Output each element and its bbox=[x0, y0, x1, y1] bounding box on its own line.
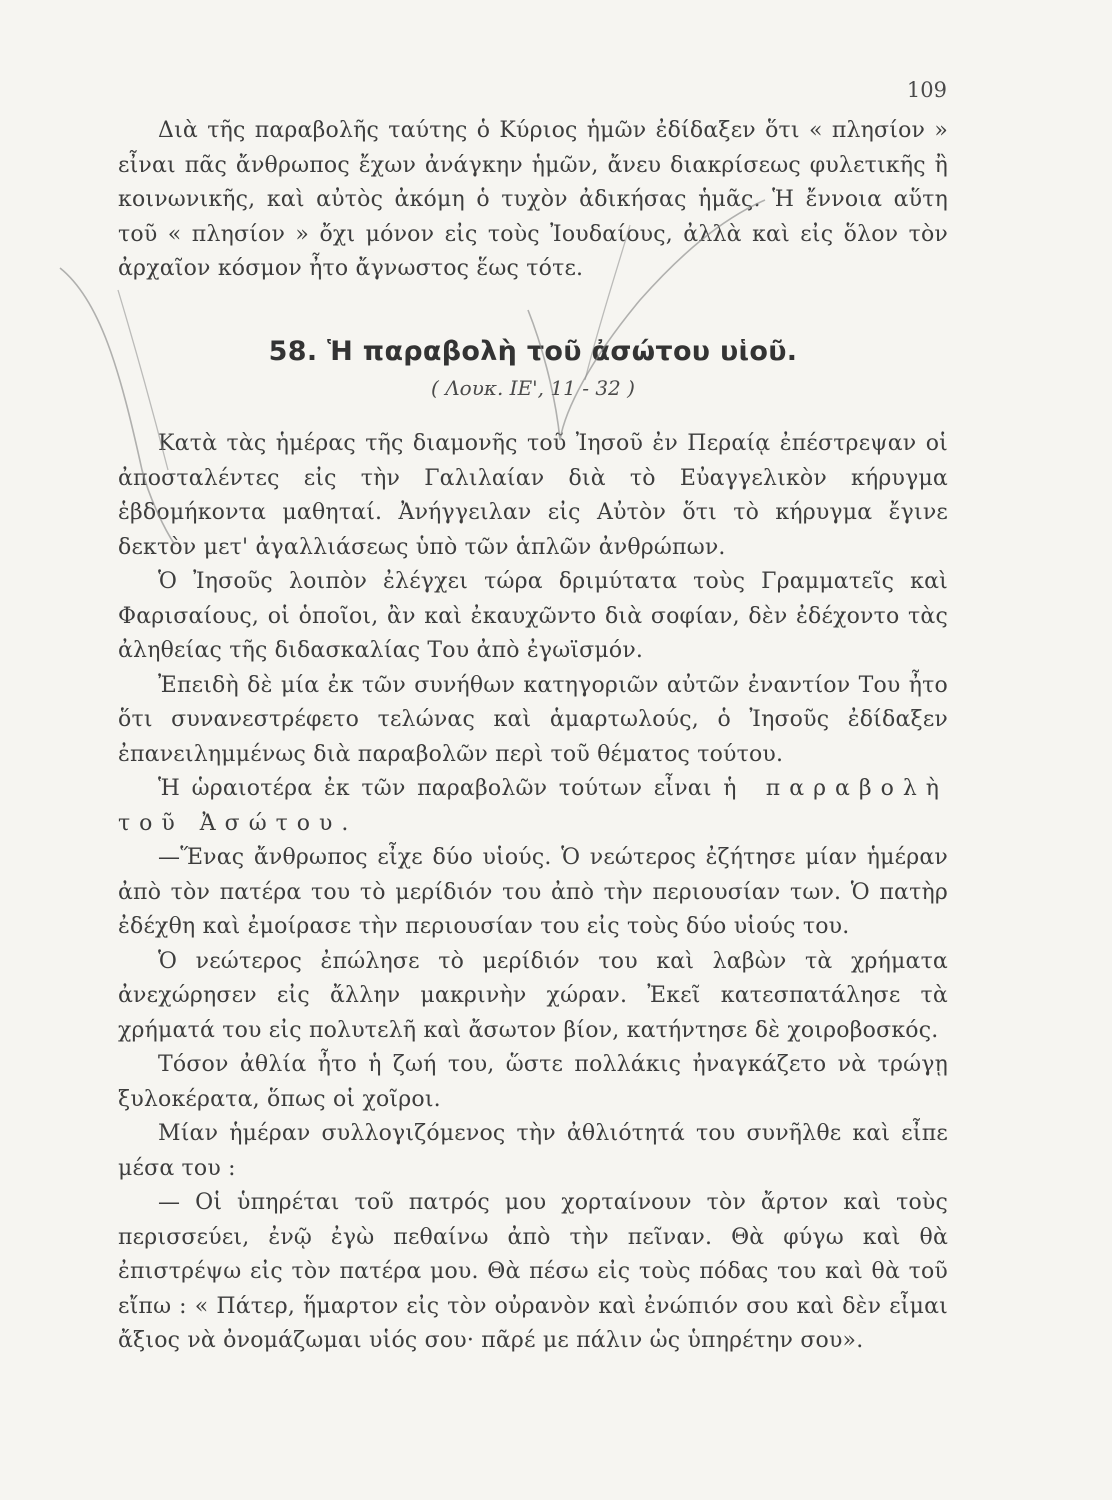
scripture-reference: ( Λουκ. ΙΕ', 11 - 32 ) bbox=[431, 376, 635, 400]
section-title: 58. Ἡ παραβολὴ τοῦ ἀσώτου υἱοῦ. bbox=[268, 336, 798, 367]
paragraph-text: . bbox=[341, 810, 349, 836]
intro-paragraph: Διὰ τῆς παραβολῆς ταύτης ὁ Κύριος ἡμῶν ἐδίδαξεν ὅτι « πλησίον » εἶναι πᾶς ἄνθρωπος ἔχων ἀνάγκην ἡμῶν, ἄνευ διακρίσεως φυλετικῆς ἢ κοινωνικῆς, καὶ αὐτὸς ἀκόμη ὁ τυχὸν ἀδικήσας ἡμᾶς. Ἡ ἔννοια αὕτη τοῦ « πλησίον » ὄχι μόνον εἰς τοὺς Ἰουδαίους, ἀλλὰ καὶ εἰς ὅλον τὸν ἀρχαῖον κόσμον ἦτο ἄγνωστος ἕως τότε. bbox=[118, 118, 948, 281]
paragraph: Ὁ νεώτερος ἐπώλησε τὸ μερίδιόν του καὶ λαβὼν τὰ χρήματα ἀνεχώρησεν εἰς ἄλλην μακρινὴν χώραν. Ἐκεῖ κατεσπατάλησε τὰ χρήματά του εἰς πολυτελῆ καὶ ἄσωτον βίον, κατήντησε δὲ χοιροβοσκός. bbox=[118, 948, 948, 1043]
paragraph: Κατὰ τὰς ἡμέρας τῆς διαμονῆς τοῦ Ἰησοῦ ἐν Περαίᾳ ἐπέστρεψαν οἱ ἀποσταλέντες εἰς τὴν Γαλιλαίαν διὰ τὸ Εὐαγγελικὸν κήρυγμα ἑβδομήκοντα μαθηταί. Ἀνήγγειλαν εἰς Αὐτὸν ὅτι τὸ κήρυγμα ἔγινε δεκτὸν μετ' ἀγαλλιάσεως ὑπὸ τῶν ἁπλῶν ἀνθρώπων. bbox=[118, 431, 948, 560]
spaced-emphasis: ἡ παραβολὴ τοῦ Ἀσώτου bbox=[118, 776, 948, 836]
paragraph-text: Ἡ ὡραιοτέρα ἐκ τῶν παραβολῶν τούτων εἶναι bbox=[158, 776, 724, 801]
paragraph: Ὁ Ἰησοῦς λοιπὸν ἐλέγχει τώρα δριμύτατα τοὺς Γραμματεῖς καὶ Φαρισαίους, οἱ ὁποῖοι, ἂν καὶ ἐκαυχῶντο διὰ σοφίαν, δὲν ἐδέχοντο τὰς ἀληθείας τῆς διδασκαλίας Του ἀπὸ ἐγωϊσμόν. bbox=[118, 569, 948, 663]
body-text bbox=[118, 427, 948, 1359]
paragraph: Τόσον ἀθλία ἦτο ἡ ζωή του, ὥστε πολλάκις ἠναγκάζετο νὰ τρώγῃ ξυλοκέρατα, ὅπως οἱ χοῖροι. bbox=[118, 1052, 948, 1112]
intro-block bbox=[118, 114, 948, 287]
paragraph-spaced bbox=[118, 772, 948, 841]
paragraph: — Οἱ ὑπηρέται τοῦ πατρός μου χορταίνουν τὸν ἄρτον καὶ τοὺς περισσεύει, ἐνῷ ἐγὼ πεθαίνω ἀπὸ τὴν πεῖναν. Θὰ φύγω καὶ θὰ ἐπιστρέψω εἰς τὸν πατέρα μου. Θὰ πέσω εἰς τοὺς πόδας του καὶ θὰ τοῦ εἴπω : « Πάτερ, ἥμαρτον εἰς τὸν οὐρανὸν καὶ ἐνώπιόν σου καὶ δὲν εἶμαι ἄξιος νὰ ὀνομάζωμαι υἱός σου· πᾶρέ με πάλιν ὡς ὑπηρέτην σου». bbox=[118, 1190, 948, 1353]
paragraph: Μίαν ἡμέραν συλλογιζόμενος τὴν ἀθλιότητά του συνῆλθε καὶ εἶπε μέσα του : bbox=[118, 1121, 948, 1181]
paragraph: Ἐπειδὴ δὲ μία ἐκ τῶν συνήθων κατηγοριῶν αὐτῶν ἐναντίον Του ἦτο ὅτι συνανεστρέφετο τελώνας καὶ ἁμαρτωλούς, ὁ Ἰησοῦς ἐδίδαξεν ἐπανειλημμένως διὰ παραβολῶν περὶ τοῦ θέματος τούτου. bbox=[118, 672, 948, 767]
paragraph: —Ἕνας ἄνθρωπος εἶχε δύο υἱούς. Ὁ νεώτερος ἐζήτησε μίαν ἡμέραν ἀπὸ τὸν πατέρα του τὸ μερίδιόν του ἀπὸ τὴν περιουσίαν των. Ὁ πατὴρ ἐδέχθη καὶ ἐμοίρασε τὴν περιουσίαν του εἰς τοὺς δύο υἱούς του. bbox=[118, 845, 948, 939]
page-number: 109 bbox=[906, 78, 947, 102]
